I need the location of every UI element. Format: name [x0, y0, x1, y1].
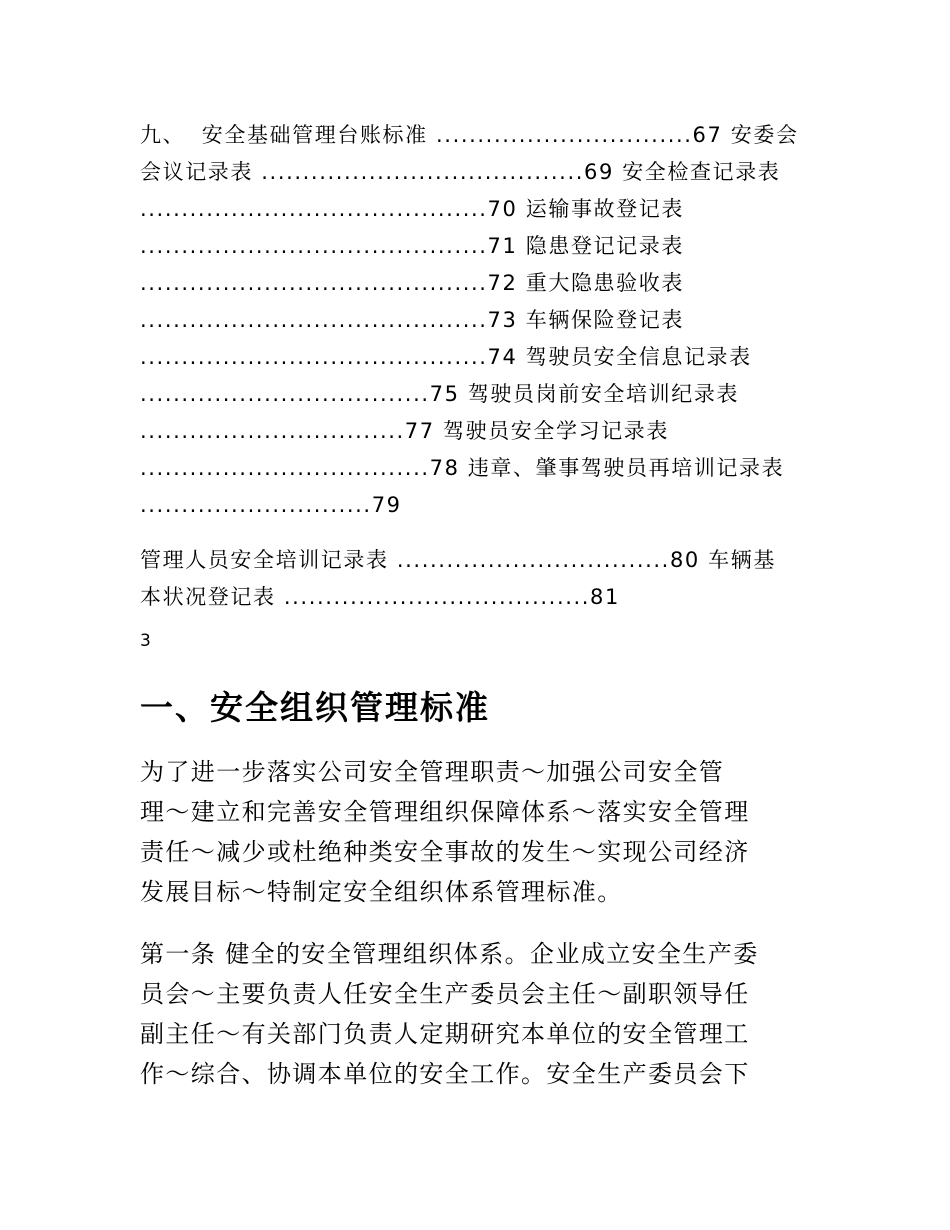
toc-line: 本状况登记表 .....................................81: [140, 585, 620, 609]
toc-line: 会议记录表 .......................................69 安全检查记录表: [140, 160, 781, 184]
toc-line: ..........................................73 车辆保险登记表: [140, 308, 684, 332]
paragraph-line: 员会～主要负责人任安全生产委员会主任～副职领导任: [140, 980, 750, 1008]
toc-line: ..........................................74 驾驶员安全信息记录表: [140, 345, 752, 369]
toc-line: ...................................78 违章、肇事驾驶员再培训记录表: [140, 456, 785, 480]
toc-line: ............................79: [140, 493, 402, 517]
section-heading: 一、安全组织管理标准: [140, 688, 490, 727]
paragraph-line: 发展目标～特制定安全组织体系管理标准。: [140, 878, 623, 906]
toc-line: ..........................................71 隐患登记记录表: [140, 234, 684, 258]
paragraph-line: 理～建立和完善安全管理组织保障体系～落实安全管理: [140, 798, 750, 826]
toc-line: ...................................75 驾驶员岗前安全培训纪录表: [140, 382, 740, 406]
toc-line: ..........................................72 重大隐患验收表: [140, 271, 684, 295]
toc-line: 九、 安全基础管理台账标准 ...............................67 安委会: [140, 123, 799, 147]
toc-line: ................................77 驾驶员安全学习记录表: [140, 419, 670, 443]
paragraph-line: 副主任～有关部门负责人定期研究本单位的安全管理工: [140, 1020, 750, 1048]
paragraph-line: 作～综合、协调本单位的安全工作。安全生产委员会下: [140, 1060, 750, 1088]
paragraph-line: 责任～减少或杜绝种类安全事故的发生～实现公司经济: [140, 838, 750, 866]
toc-line: ..........................................70 运输事故登记表: [140, 197, 684, 221]
page-number: 3: [140, 631, 151, 651]
paragraph-line: 为了进一步落实公司安全管理职责～加强公司安全管: [140, 758, 725, 786]
paragraph-line: 第一条 健全的安全管理组织体系。企业成立安全生产委: [140, 940, 759, 968]
toc-line: 管理人员安全培训记录表 .................................80 车辆基: [140, 548, 776, 572]
